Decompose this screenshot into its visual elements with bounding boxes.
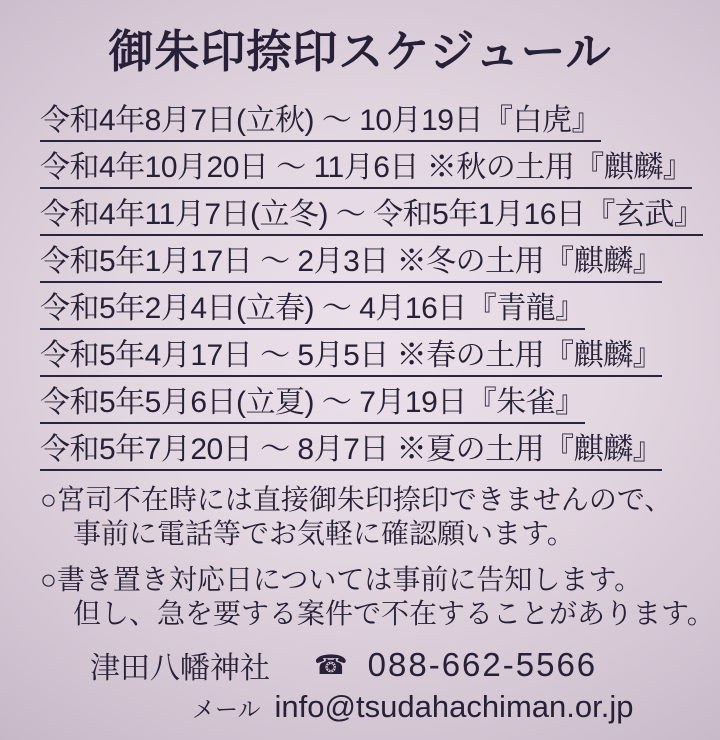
schedule-row [40,377,720,424]
note [40,483,720,551]
schedule-list [40,95,720,471]
schedule-row-text: 令和4年8月7日(立秋) ～ 10月19日『白虎』 [40,95,601,142]
note [40,563,720,631]
contact-section [0,643,720,725]
note-line: 事前に電話等でお気軽に確認願います。 [73,518,575,549]
schedule-poster [0,20,720,740]
schedule-row [40,283,720,330]
page-title: 御朱印捺印スケジュール [108,26,612,77]
schedule-row-text: 令和5年4月17日 ～ 5月5日 ※春の土用『麒麟』 [40,330,662,377]
schedule-row [40,189,720,236]
schedule-row [40,95,720,142]
phone-number: 088-662-5566 [367,646,598,683]
email-label: メール [192,696,261,722]
schedule-row-text: 令和4年10月20日 ～ 11月6日 ※秋の土用『麒麟』 [40,142,692,189]
email-address: info@tsudahachiman.or.jp [274,689,634,724]
schedule-row-text: 令和5年1月17日 ～ 2月3日 ※冬の土用『麒麟』 [40,236,662,283]
contact-phone-line [90,643,720,687]
note-line: ○宮司不在時には直接御朱印捺印できませんので、 [40,484,673,515]
shrine-name: 津田八幡神社 [90,652,270,685]
note-line: ○書き置き対応日については事前に告知します。 [40,564,643,595]
schedule-row-text: 令和5年7月20日 ～ 8月7日 ※夏の土用『麒麟』 [40,424,662,471]
schedule-row-text: 令和4年11月7日(立冬) ～ 令和5年1月16日『玄武』 [40,189,703,236]
notes-section [40,483,720,631]
note-line: 但し、急を要する案件で不在することがあります。 [73,598,715,629]
schedule-row [40,330,720,377]
phone-icon: ☎ [314,649,348,680]
schedule-row [40,424,720,471]
schedule-row [40,236,720,283]
schedule-row [40,142,720,189]
schedule-row-text: 令和5年5月6日(立夏) ～ 7月19日『朱雀』 [40,377,585,424]
schedule-row-text: 令和5年2月4日(立春) ～ 4月16日『青龍』 [40,283,585,330]
